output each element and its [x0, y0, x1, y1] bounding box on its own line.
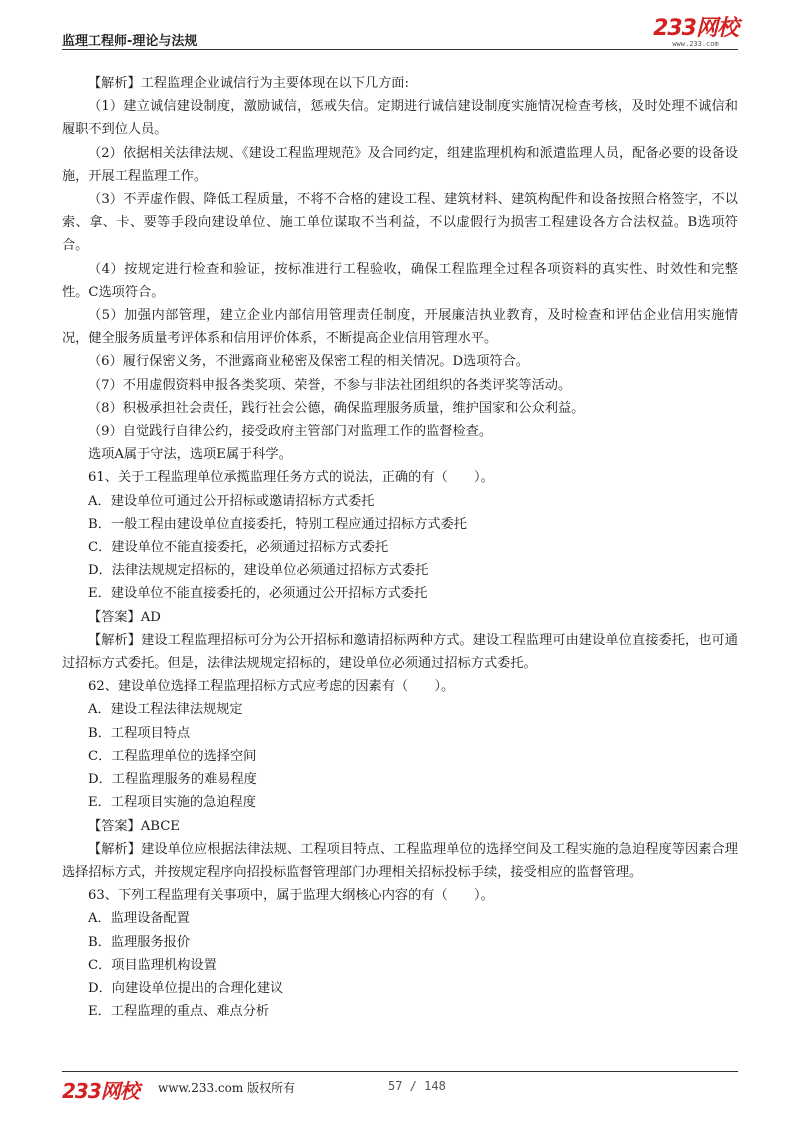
brand-logo-url: www.233.com — [672, 40, 719, 48]
paragraph: （4）按规定进行检查和验证，按标准进行工程验收，确保工程监理全过程各项资料的真实性、时效性和完整性。C选项符合。 — [62, 261, 738, 300]
document-header-title: 监理工程师-理论与法规 — [62, 34, 198, 49]
footer-logo: 233网校 — [62, 1079, 139, 1103]
paragraph: 62、建设单位选择工程监理招标方式应考虑的因素有（ ）。 — [88, 679, 455, 695]
paragraph: （2）依据相关法律法规、《建设工程监理规范》及合同约定，组建监理机构和派遣监理人员，配备必要的设备设施，开展工程监理工作。 — [62, 145, 738, 184]
paragraph: 【解析】建设单位应根据法律法规、工程项目特点、工程监理单位的选择空间及工程实施的急迫程度等因素合理选择招标方式，并按规定程序向招投标监督管理部门办理相关招标投标手续，接受相应的监督管理。 — [62, 841, 738, 880]
paragraph: A．监理设备配置 — [88, 911, 190, 927]
brand-logo-text: 233网校 — [653, 16, 738, 41]
paragraph: C．建设单位不能直接委托，必须通过招标方式委托 — [88, 540, 389, 556]
paragraph: B．工程项目特点 — [88, 725, 191, 741]
paragraph: 选项A属于守法，选项E属于科学。 — [88, 447, 292, 463]
paragraph: 【解析】建设工程监理招标可分为公开招标和邀请招标两种方式。建设工程监理可由建设单位直接委托，也可通过招标方式委托。但是，法律法规规定招标的，建设单位必须通过招标方式委托。 — [62, 632, 738, 672]
paragraph: B．监理服务报价 — [88, 934, 191, 950]
paragraph: D．向建设单位提出的合理化建议 — [88, 980, 284, 996]
paragraph: C．工程监理单位的选择空间 — [88, 748, 257, 764]
paragraph: 【答案】ABCE — [88, 818, 180, 834]
paragraph: D．法律法规规定招标的，建设单位必须通过招标方式委托 — [88, 563, 429, 579]
paragraph: E．建设单位不能直接委托的，必须通过公开招标方式委托 — [88, 586, 428, 602]
paragraph: （5）加强内部管理，建立企业内部信用管理责任制度，开展廉洁执业教育，及时检查和评估企业信用实施情况，健全服务质量考评体系和信用评价体系，不断提高企业信用管理水平。 — [62, 308, 738, 347]
footer-rule — [62, 1071, 738, 1072]
paragraph: A．建设单位可通过公开招标或邀请招标方式委托 — [88, 493, 375, 509]
paragraph: （6）履行保密义务，不泄露商业秘密及保密工程的相关情况。D选项符合。 — [88, 354, 529, 370]
paragraph: D．工程监理服务的难易程度 — [88, 772, 257, 788]
brand-logo — [653, 18, 738, 49]
paragraph: 【答案】AD — [88, 609, 161, 625]
document-body — [62, 72, 738, 1023]
paragraph: C．项目监理机构设置 — [88, 957, 217, 973]
paragraph: E．工程监理的重点、难点分析 — [88, 1004, 270, 1020]
paragraph: E．工程项目实施的急迫程度 — [88, 795, 256, 811]
paragraph: 【解析】工程监理企业诚信行为主要体现在以下几方面: — [88, 76, 409, 91]
paragraph: 63、下列工程监理有关事项中，属于监理大纲核心内容的有（ ）。 — [88, 888, 494, 904]
paragraph: （9）自觉践行自律公约，接受政府主管部门对监理工作的监督检查。 — [88, 424, 493, 440]
paragraph: （1）建立诚信建设制度，激励诚信，惩戒失信。定期进行诚信建设制度实施情况检查考核，及时处理不诚信和履职不到位人员。 — [62, 99, 738, 138]
paragraph: （7）不用虚假资料申报各类奖项、荣誉，不参与非法社团组织的各类评奖等活动。 — [88, 377, 572, 393]
page-number: 57 / 148 — [388, 1079, 446, 1093]
header-rule — [62, 49, 738, 50]
paragraph: 61、关于工程监理单位承揽监理任务方式的说法，正确的有（ ）。 — [88, 470, 494, 486]
paragraph: A．建设工程法律法规规定 — [88, 702, 243, 718]
paragraph: （8）积极承担社会责任，践行社会公德，确保监理服务质量，维护国家和公众利益。 — [88, 400, 585, 416]
footer-copyright: www.233.com 版权所有 — [158, 1081, 296, 1095]
paragraph: B．一般工程由建设单位直接委托，特别工程应通过招标方式委托 — [88, 516, 467, 532]
paragraph: （3）不弄虚作假、降低工程质量，不将不合格的建设工程、建筑材料、建筑构配件和设备按照合格签字，不以索、拿、卡、要等手段向建设单位、施工单位谋取不当利益，不以虚假行为损害工程建设各方合法权益。B选项符合。 — [62, 192, 738, 254]
